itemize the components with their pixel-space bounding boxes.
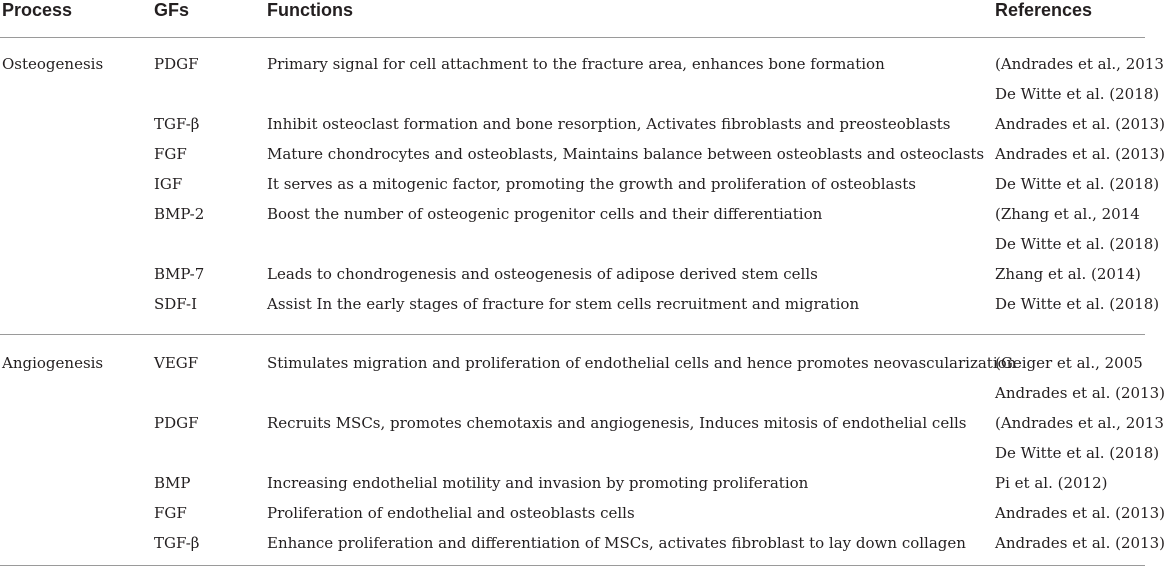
function-cell: Mature chondrocytes and osteoblasts, Maintains balance between osteoblasts and osteoclasts — [267, 145, 985, 163]
gf-cell: BMP-7 — [154, 265, 205, 283]
process-cell: Osteogenesis — [2, 55, 104, 73]
section-rule — [0, 334, 1145, 335]
gf-cell: VEGF — [154, 354, 199, 372]
function-cell: Primary signal for cell attachment to the fracture area, enhances bone formation — [267, 55, 885, 73]
reference-cell: De Witte et al. (2018) — [995, 85, 1160, 103]
reference-cell: De Witte et al. (2018) — [995, 295, 1160, 313]
reference-cell: Andrades et al. (2013) — [995, 504, 1165, 522]
reference-cell: Andrades et al. (2013) — [995, 145, 1165, 163]
bottom-rule — [0, 565, 1145, 566]
reference-cell: Andrades et al. (2013) — [995, 534, 1165, 552]
header-process: Process — [2, 0, 73, 20]
gf-cell: TGF-β — [154, 534, 200, 552]
gf-cell: PDGF — [154, 414, 199, 432]
gf-cell: BMP — [154, 474, 191, 492]
gf-cell: PDGF — [154, 55, 199, 73]
reference-cell: Andrades et al. (2013) — [995, 115, 1165, 133]
reference-cell: De Witte et al. (2018) — [995, 444, 1160, 462]
header-functions: Functions — [267, 0, 353, 20]
function-cell: It serves as a mitogenic factor, promoting the growth and proliferation of osteoblasts — [267, 175, 916, 193]
header-gfs: GFs — [154, 0, 190, 20]
gf-cell: SDF-I — [154, 295, 198, 313]
reference-cell: De Witte et al. (2018) — [995, 235, 1160, 253]
reference-cell: Zhang et al. (2014) — [995, 265, 1141, 283]
gf-cell: BMP-2 — [154, 205, 205, 223]
reference-cell: Pi et al. (2012) — [995, 474, 1108, 492]
function-cell: Boost the number of osteogenic progenitor cells and their differentiation — [267, 205, 823, 223]
reference-cell: (Andrades et al., 2013 — [995, 55, 1164, 73]
function-cell: Leads to chondrogenesis and osteogenesis of adipose derived stem cells — [267, 265, 818, 283]
function-cell: Enhance proliferation and differentiation of MSCs, activates fibroblast to lay down collagen — [267, 534, 966, 552]
reference-cell: (Geiger et al., 2005 — [995, 354, 1143, 372]
function-cell: Increasing endothelial motility and invasion by promoting proliferation — [267, 474, 809, 492]
reference-cell: Andrades et al. (2013) — [995, 384, 1165, 402]
function-cell: Proliferation of endothelial and osteoblasts cells — [267, 504, 635, 522]
function-cell: Assist In the early stages of fracture for stem cells recruitment and migration — [267, 295, 860, 313]
gf-cell: FGF — [154, 504, 187, 522]
header-rule — [0, 37, 1145, 38]
reference-cell: (Zhang et al., 2014 — [995, 205, 1140, 223]
gf-cell: FGF — [154, 145, 187, 163]
reference-cell: (Andrades et al., 2013 — [995, 414, 1164, 432]
gf-cell: IGF — [154, 175, 183, 193]
reference-cell: De Witte et al. (2018) — [995, 175, 1160, 193]
function-cell: Inhibit osteoclast formation and bone resorption, Activates fibroblasts and preosteoblasts — [267, 115, 951, 133]
process-cell: Angiogenesis — [2, 354, 104, 372]
function-cell: Recruits MSCs, promotes chemotaxis and angiogenesis, Induces mitosis of endothelial cells — [267, 414, 967, 432]
function-cell: Stimulates migration and proliferation of endothelial cells and hence promotes neovascularization — [267, 354, 1017, 372]
gf-cell: TGF-β — [154, 115, 200, 133]
header-references: References — [995, 0, 1093, 20]
